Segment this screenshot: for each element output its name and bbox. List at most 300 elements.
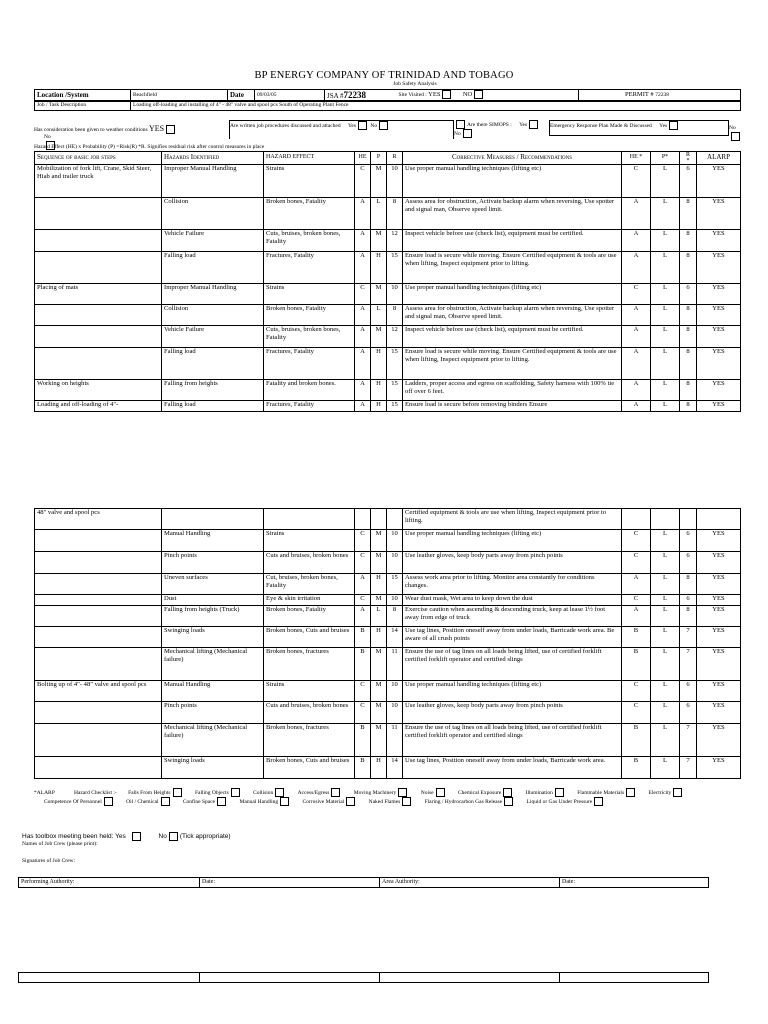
cell-r: 10 [387, 595, 403, 606]
cell-he: B [355, 724, 371, 757]
cell-p: M [371, 530, 387, 552]
cell-r2 [680, 509, 697, 530]
checklist-item [239, 799, 291, 805]
checklist-checkbox[interactable] [673, 788, 682, 797]
cell-p: H [371, 627, 387, 648]
table-row [35, 305, 741, 326]
cell-p2: L [651, 552, 680, 574]
cell-he: A [355, 574, 371, 595]
checklist-item [253, 790, 286, 796]
table-row [35, 648, 741, 681]
toolbox-yes-checkbox[interactable] [132, 832, 141, 841]
cell-p: M [371, 681, 387, 702]
cell-he2: A [622, 380, 651, 401]
cell-r: 10 [387, 702, 403, 724]
cell-he2: C [622, 165, 651, 198]
cell-he2: A [622, 606, 651, 627]
erp-question: Emergency Response Plan Made & Discussed Yes [549, 120, 729, 136]
cell-p2 [651, 509, 680, 530]
cell-p [371, 509, 387, 530]
cell-step: 48" valve and spool pcs [35, 509, 162, 530]
checklist-item-label: Oil / Chemical [126, 798, 159, 805]
cell-r: 8 [387, 198, 403, 230]
simops-no-checkbox[interactable] [463, 129, 472, 138]
blank-sign-table [18, 972, 709, 983]
cell-p2: L [651, 681, 680, 702]
cell-measure: Ensure the use of tag lines on all loads being lifted, use of certified forklift certified forklift operator and certified slings [403, 648, 622, 681]
cell-measure: Use leather gloves, keep body parts away from pinch points [403, 552, 622, 574]
checklist-item [183, 799, 228, 805]
cell-effect: Strains [264, 284, 355, 305]
cell-measure: Use proper manual handling techniques (lifting etc) [403, 681, 622, 702]
cell-he: A [355, 348, 371, 380]
checklist-item-label: Electricity [648, 789, 672, 796]
checklist-item-label: Access/Egress [297, 789, 330, 796]
cell-r2: 6 [680, 702, 697, 724]
cell-hazard: Improper Manual Handling [162, 284, 264, 305]
cell-effect: Fatality and broken bones. [264, 380, 355, 401]
table-row [35, 595, 741, 606]
cell-measure: Ladders, proper access and egress on scaffolding, Safety harness with 100% tie off over 6 feet. [403, 380, 622, 401]
cell-r2: 7 [680, 627, 697, 648]
table-row [35, 530, 741, 552]
col-p: P [371, 152, 387, 165]
cell-he: A [355, 305, 371, 326]
cell-he: C [355, 530, 371, 552]
cell-effect: Broken bones, Fatality [264, 198, 355, 230]
table-row [35, 326, 741, 348]
cell-measure: Use proper manual handling techniques (lifting etc) [403, 284, 622, 305]
cell-hazard: Swinging loads [162, 627, 264, 648]
table-row [35, 380, 741, 401]
cell-alarp: YES [697, 627, 741, 648]
table-row [35, 627, 741, 648]
cell-p: M [371, 702, 387, 724]
cell-effect: Strains [264, 165, 355, 198]
cell-he2: B [622, 757, 651, 779]
cell-r2: 8 [680, 252, 697, 284]
checklist-checkbox[interactable] [398, 788, 407, 797]
checklist-checkbox[interactable] [280, 797, 289, 806]
table-row [35, 681, 741, 702]
hazard-checklist [34, 788, 754, 806]
cell-alarp: YES [697, 380, 741, 401]
cell-p2: L [651, 305, 680, 326]
erp-no: No [729, 124, 742, 141]
cell-p: H [371, 574, 387, 595]
cell-alarp: YES [697, 595, 741, 606]
cell-he: B [355, 648, 371, 681]
simops-yes-checkbox[interactable] [529, 120, 538, 129]
col-corrective: Corrective Measures / Recommendations [403, 152, 622, 165]
cell-effect: Cuts and bruises, broken bones [264, 702, 355, 724]
cell-he: C [355, 702, 371, 724]
cell-r: 10 [387, 284, 403, 305]
cell-r: 12 [387, 230, 403, 252]
cell-he: A [355, 198, 371, 230]
checklist-checkbox[interactable] [173, 788, 182, 797]
col-alarp: ALARP [697, 152, 741, 165]
col-r-residual: R * [680, 152, 697, 165]
cell-alarp: YES [697, 681, 741, 702]
checklist-item [527, 799, 606, 805]
cell-measure: Ensure load is secure while moving. Ensure Certified equipment & tools are use when lifting, Inspect equipment prior to lifting. [403, 348, 622, 380]
cell-p: M [371, 230, 387, 252]
cell-r: 11 [387, 724, 403, 757]
cell-he2: B [622, 627, 651, 648]
jsa-number: JSA #72238 [325, 90, 397, 102]
cell-p2: L [651, 252, 680, 284]
table-row [35, 606, 741, 627]
cell-alarp: YES [697, 305, 741, 326]
cell-alarp: YES [697, 230, 741, 252]
blank-cell[interactable] [560, 973, 709, 983]
cell-he: C [355, 595, 371, 606]
cell-he2: A [622, 305, 651, 326]
cell-effect: Strains [264, 681, 355, 702]
cell-step [35, 757, 162, 779]
cell-he2: A [622, 326, 651, 348]
cell-p: H [371, 401, 387, 412]
cell-step [35, 595, 162, 606]
cell-hazard: Vehicle Failure [162, 326, 264, 348]
location-value: Beachfield [131, 90, 228, 102]
checklist-checkbox[interactable] [161, 797, 170, 806]
checklist-item-label: Falling Objects [194, 789, 229, 796]
cell-alarp: YES [697, 284, 741, 305]
col-r: R [387, 152, 403, 165]
table-row [35, 230, 741, 252]
simops-question: Are there SIMOPS : Yes No [454, 120, 544, 138]
cell-hazard: Falling load [162, 348, 264, 380]
toolbox-question: Has toolbox meeting been held: Yes No (Tick appropriate) [22, 833, 231, 841]
weather-yes-checkbox[interactable] [166, 125, 175, 134]
cell-r2: 6 [680, 165, 697, 198]
cell-p: L [371, 198, 387, 230]
cell-step: Working on heights [35, 380, 162, 401]
task-description-table [34, 100, 741, 111]
task-label: Job / Task Description [35, 101, 131, 111]
cell-he2: A [622, 574, 651, 595]
toolbox-no-checkbox[interactable] [169, 832, 178, 841]
cell-p: H [371, 252, 387, 284]
cell-step [35, 326, 162, 348]
cell-p: H [371, 757, 387, 779]
cell-he2: A [622, 348, 651, 380]
cell-he: B [355, 757, 371, 779]
permit: PERMIT # 72238 [579, 90, 741, 102]
cell-step [35, 606, 162, 627]
cell-he: A [355, 606, 371, 627]
checklist-checkbox[interactable] [402, 797, 411, 806]
cell-step [35, 530, 162, 552]
cell-r2: 8 [680, 305, 697, 326]
checklist-item-label: Liquid or Gas Under Pressure [526, 798, 593, 805]
cell-effect: Cuts, bruises, broken bones, Fatality [264, 230, 355, 252]
cell-he2: C [622, 552, 651, 574]
cell-r2: 7 [680, 724, 697, 757]
cell-step: Mobilization of fork lift, Crane, Skid Steer, Hiab and trailer truck [35, 165, 162, 198]
cell-step [35, 574, 162, 595]
date-value: 09/03/05 [255, 90, 325, 102]
cell-p: M [371, 165, 387, 198]
checklist-checkbox[interactable] [504, 797, 513, 806]
cell-effect: Fractures, Fatality [264, 348, 355, 380]
checklist-checkbox[interactable] [217, 797, 226, 806]
weather-question: Has consideration been given to weather conditions YES [34, 125, 226, 134]
cell-alarp: YES [697, 326, 741, 348]
checklist-checkbox[interactable] [594, 797, 603, 806]
date-label: Date [228, 90, 255, 102]
cell-r: 15 [387, 574, 403, 595]
cell-he: A [355, 252, 371, 284]
performing-authority[interactable]: Performing Authority: [19, 878, 200, 888]
cell-effect: Eye & skin irritation [264, 595, 355, 606]
cell-hazard: Manual Handling [162, 530, 264, 552]
cell-alarp: YES [697, 606, 741, 627]
cell-p2: L [651, 198, 680, 230]
cell-p2: L [651, 702, 680, 724]
cell-hazard: Falling from heights (Truck) [162, 606, 264, 627]
cell-effect: Broken bones, Cuts and bruises [264, 757, 355, 779]
checklist-checkbox[interactable] [346, 797, 355, 806]
col-sequence: Sequence of basic job steps [35, 152, 162, 165]
cell-hazard: Manual Handling [162, 681, 264, 702]
cell-he: C [355, 681, 371, 702]
cell-step [35, 252, 162, 284]
cell-effect: Broken bones, fractures [264, 648, 355, 681]
checklist-item [425, 799, 516, 805]
checklist-item [44, 799, 115, 805]
cell-hazard: Dust [162, 595, 264, 606]
performing-date[interactable]: Date: [200, 878, 380, 888]
cell-measure: Assess area for obstruction, Activate backup alarm when reversing, Use spotter and signal man, Observe speed limit. [403, 198, 622, 230]
checklist-item-label: Flammable Materials [577, 789, 625, 796]
checklist-checkbox[interactable] [104, 797, 113, 806]
cell-step [35, 702, 162, 724]
cell-he: C [355, 552, 371, 574]
cell-measure: Ensure the use of tag lines on all loads being lifted, use of certified forklift certified forklift operator and certified slings [403, 724, 622, 757]
checklist-item [303, 799, 358, 805]
cell-hazard: Falling load [162, 401, 264, 412]
erp-yes-checkbox[interactable] [669, 121, 678, 130]
cell-r2: 8 [680, 380, 697, 401]
cell-alarp: YES [697, 198, 741, 230]
checklist-checkbox[interactable] [436, 788, 445, 797]
checklist-checkbox[interactable] [555, 788, 564, 797]
cell-he2: A [622, 198, 651, 230]
cell-r: 14 [387, 627, 403, 648]
cell-step [35, 198, 162, 230]
table-row [35, 348, 741, 380]
cell-r [387, 509, 403, 530]
cell-hazard: Mechanical lifting (Mechanical failure) [162, 648, 264, 681]
cell-measure: Wear dust mask, Wet area to keep down the dust [403, 595, 622, 606]
cell-effect: Broken bones, Fatality [264, 606, 355, 627]
cell-r2: 6 [680, 552, 697, 574]
cell-p: L [371, 606, 387, 627]
cell-hazard: Pinch points [162, 702, 264, 724]
site-visited-yes-checkbox[interactable] [442, 90, 451, 99]
checklist-item [458, 790, 514, 796]
cell-effect: Broken bones, fractures [264, 724, 355, 757]
cell-effect: Cut, bruises, broken bones, Fatality [264, 574, 355, 595]
checklist-item-label: Corrosive Material [302, 798, 345, 805]
cell-he2: C [622, 681, 651, 702]
cell-he: C [355, 165, 371, 198]
table-row [35, 165, 741, 198]
checklist-item [577, 790, 637, 796]
table-row [35, 724, 741, 757]
task-value: Loading off-loading and installing of 4" - 48" valve and spool pcs South of Operating Plant Fence [131, 101, 741, 111]
cell-hazard: Uneven surfaces [162, 574, 264, 595]
cell-hazard: Vehicle Failure [162, 230, 264, 252]
cell-he2: C [622, 530, 651, 552]
site-visited-no-checkbox[interactable] [474, 90, 483, 99]
cell-step [35, 724, 162, 757]
cell-measure: Certified equipment & tools are use when lifting, Inspect equipment prior to lifting. [403, 509, 622, 530]
checklist-item-label: Flaring / Hydrocarbon Gas Release [424, 798, 503, 805]
col-effect: HAZARD EFFECT [264, 152, 355, 165]
cell-measure: Use tag lines, Position oneself away from under loads, Barricade work area. [403, 757, 622, 779]
simops-box[interactable] [456, 120, 465, 129]
cell-alarp: YES [697, 552, 741, 574]
cell-r: 15 [387, 348, 403, 380]
cell-p: M [371, 595, 387, 606]
checklist-item [526, 790, 566, 796]
table-row [35, 552, 741, 574]
checklist-item-label: Moving Machinery [353, 789, 397, 796]
checklist-label: Hazard Checklist :- [73, 789, 117, 796]
cell-p2: L [651, 348, 680, 380]
cell-measure: Use tag lines, Position oneself away from under loads, Barricade work area. Be aware of all crush points [403, 627, 622, 648]
cell-r: 15 [387, 401, 403, 412]
cell-step [35, 627, 162, 648]
cell-r: 15 [387, 380, 403, 401]
cell-hazard: Falling load [162, 252, 264, 284]
cell-he2: C [622, 595, 651, 606]
cell-r2: 6 [680, 595, 697, 606]
cell-measure: Use proper manual handling techniques (lifting etc) [403, 165, 622, 198]
erp-no-checkbox[interactable] [731, 132, 740, 141]
blank-cell[interactable] [19, 973, 200, 983]
checklist-item [195, 790, 242, 796]
blank-cell[interactable] [380, 973, 560, 983]
cell-r2: 8 [680, 606, 697, 627]
procedures-no-checkbox[interactable] [379, 121, 388, 130]
cell-p2: L [651, 648, 680, 681]
cell-r: 8 [387, 606, 403, 627]
document-title: BP ENERGY COMPANY OF TRINIDAD AND TOBAGO [254, 70, 514, 81]
cell-effect: Fractures, Fatality [264, 401, 355, 412]
cell-alarp [697, 509, 741, 530]
checklist-item-label: Naked Flames [368, 798, 401, 805]
checklist-item-label: Noise [420, 789, 434, 796]
document-subtitle: Job Safety Analysis [393, 81, 437, 87]
cell-measure: Assess area for obstruction, Activate backup alarm when reversing, Use spotter and signal man, Observe speed limit. [403, 305, 622, 326]
table-row [35, 401, 741, 412]
jsa-table-part2 [34, 508, 741, 779]
col-he: HE [355, 152, 371, 165]
checklist-checkbox[interactable] [503, 788, 512, 797]
cell-measure: Ensure load is secure while moving. Ensure Certified equipment & tools are use when lifting, Inspect equipment prior to lifting. [403, 252, 622, 284]
weather-no: No [44, 133, 57, 150]
cell-r2: 8 [680, 348, 697, 380]
cell-r2: 7 [680, 757, 697, 779]
cell-alarp: YES [697, 648, 741, 681]
checklist-item-label: Chemical Exposure [458, 789, 502, 796]
cell-effect: Broken bones, Fatality [264, 305, 355, 326]
area-authority[interactable]: Area Authority: [380, 878, 560, 888]
cell-r: 14 [387, 757, 403, 779]
col-p-residual: P* [651, 152, 680, 165]
cell-he2: A [622, 252, 651, 284]
jsa-table-part1 [34, 151, 741, 412]
cell-alarp: YES [697, 574, 741, 595]
cell-he2: B [622, 724, 651, 757]
cell-effect: Broken bones, Cuts and bruises [264, 627, 355, 648]
cell-step: Placing of mats [35, 284, 162, 305]
location-label: Location /System [35, 90, 131, 102]
cell-p2: L [651, 627, 680, 648]
cell-hazard: Pinch points [162, 552, 264, 574]
procedures-question: Are written job procedures discussed and attached Yes No [229, 120, 454, 139]
procedures-yes-checkbox[interactable] [358, 121, 367, 130]
checklist-item [298, 790, 343, 796]
checklist-checkbox[interactable] [275, 788, 284, 797]
blank-cell[interactable] [200, 973, 380, 983]
cell-r2: 7 [680, 648, 697, 681]
cell-step [35, 348, 162, 380]
area-date[interactable]: Date: [560, 878, 709, 888]
site-visited: Site Visited : YES NO [397, 90, 579, 102]
checklist-item [421, 790, 447, 796]
cell-r2: 8 [680, 230, 697, 252]
job-crew-signatures-label: Signatures of Job Crew: [22, 858, 76, 864]
cell-alarp: YES [697, 757, 741, 779]
cell-measure: Inspect vehicle before use (check list), equipment must be certified. [403, 230, 622, 252]
cell-he2: C [622, 702, 651, 724]
cell-p2: L [651, 595, 680, 606]
checklist-checkbox[interactable] [331, 788, 340, 797]
cell-p2: L [651, 757, 680, 779]
checklist-checkbox[interactable] [231, 788, 240, 797]
alarp-note: *ALARP [34, 789, 55, 796]
cell-he2: C [622, 284, 651, 305]
cell-hazard: Collision [162, 198, 264, 230]
cell-alarp: YES [697, 530, 741, 552]
cell-r: 8 [387, 305, 403, 326]
table-row [35, 574, 741, 595]
cell-r: 12 [387, 326, 403, 348]
cell-he: C [355, 284, 371, 305]
cell-p2: L [651, 574, 680, 595]
cell-r2: 8 [680, 574, 697, 595]
cell-p: H [371, 348, 387, 380]
checklist-item [128, 790, 183, 796]
cell-p: M [371, 724, 387, 757]
cell-hazard: Swinging loads [162, 757, 264, 779]
table-row [35, 198, 741, 230]
cell-step: Loading and off-loading of 4"- [35, 401, 162, 412]
table-row [35, 509, 741, 530]
cell-step: Bolting up of 4"- 48" valve and spool pcs [35, 681, 162, 702]
cell-measure: Ensure load is secure before removing binders Ensure [403, 401, 622, 412]
checklist-checkbox[interactable] [626, 788, 635, 797]
cell-he2: A [622, 401, 651, 412]
cell-p2: L [651, 326, 680, 348]
cell-r2: 8 [680, 401, 697, 412]
